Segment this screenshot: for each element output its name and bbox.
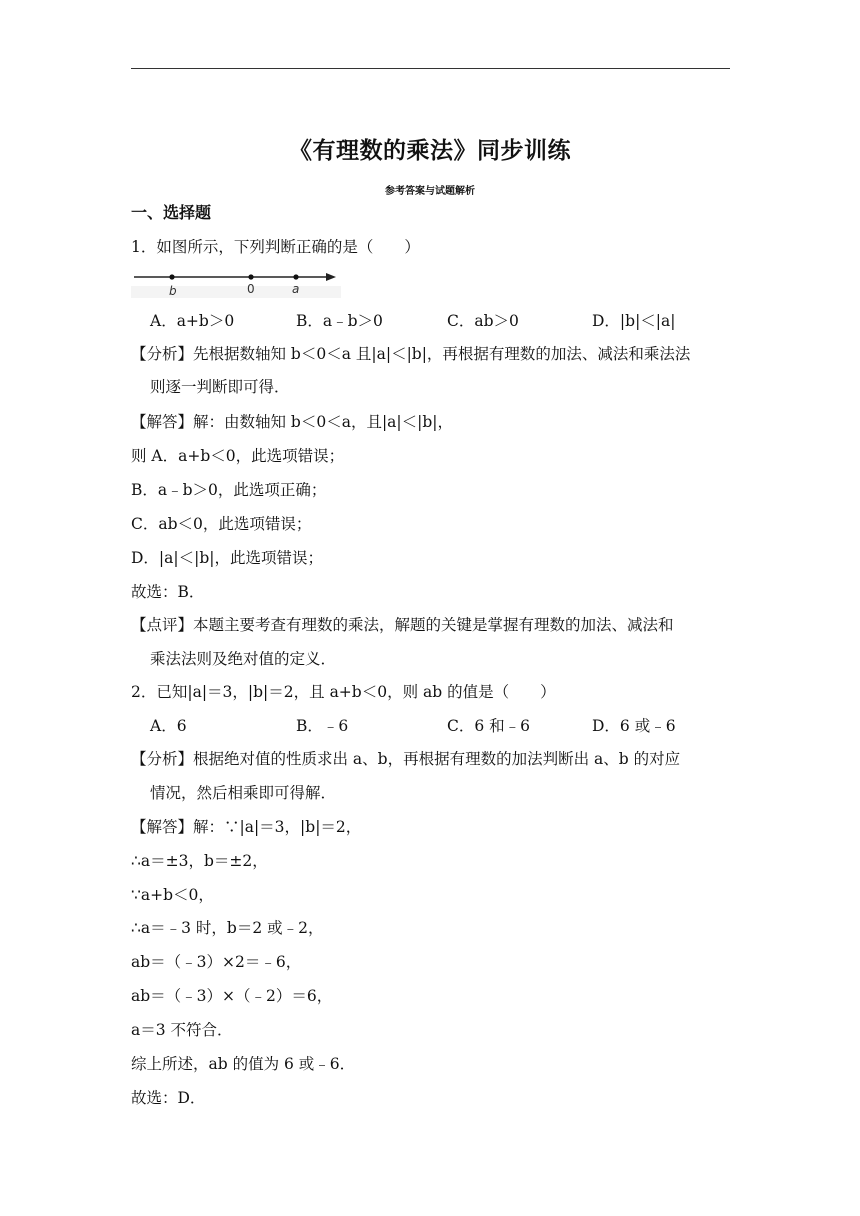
q1-analysis: 【分析】先根据数轴知 b＜0＜a 且|a|＜|b|，再根据有理数的加法、减法和乘法法 bbox=[131, 345, 691, 363]
q1-comment: 【点评】本题主要考查有理数的乘法，解题的关键是掌握有理数的加法、减法和 bbox=[131, 616, 674, 634]
q2-analysis-cont: 情况，然后相乘即可得解． bbox=[150, 784, 337, 802]
q1-answer: 故选：B． bbox=[131, 583, 205, 601]
q1-solution: 【解答】解：由数轴知 b＜0＜a，且|a|＜|b|， bbox=[131, 413, 454, 431]
q1-choice-c: C．ab＞0 bbox=[447, 312, 519, 330]
number-line-arrow bbox=[326, 273, 336, 281]
q2-step-2: ∵a+b＜0， bbox=[131, 886, 214, 904]
q1-choice-a: A．a+b＞0 bbox=[150, 312, 235, 330]
q2-choice-a: A．6 bbox=[150, 717, 187, 735]
page-subtitle: 参考答案与试题解析 bbox=[385, 186, 475, 197]
point-b bbox=[169, 274, 174, 279]
q2-step-3: ∴a＝﹣3 时，b＝2 或﹣2， bbox=[131, 919, 324, 937]
q2-choice-b: B．﹣6 bbox=[296, 717, 349, 735]
point-zero bbox=[248, 274, 253, 279]
q1-analysis-cont: 则逐一判断即可得． bbox=[150, 378, 290, 396]
q1-step-c: C．ab＜0，此选项错误； bbox=[131, 515, 312, 533]
q2-choice-d: D．6 或﹣6 bbox=[592, 717, 676, 735]
q2-answer: 故选：D． bbox=[131, 1089, 206, 1107]
section-heading: 一、选择题 bbox=[131, 203, 212, 222]
q2-step-4: ab＝（﹣3）×2＝﹣6， bbox=[131, 953, 302, 971]
figure-shadow bbox=[131, 286, 341, 298]
label-a: a bbox=[292, 282, 300, 296]
q2-conclusion: 综上所述，ab 的值为 6 或﹣6． bbox=[131, 1055, 356, 1073]
point-a bbox=[293, 274, 298, 279]
q2-step-5: ab＝（﹣3）×（﹣2）＝6， bbox=[131, 987, 333, 1005]
q1-step-a: 则 A．a+b＜0，此选项错误； bbox=[131, 447, 345, 465]
q1-step-d: D．|a|＜|b|，此选项错误； bbox=[131, 549, 323, 567]
q2-step-6: a＝3 不符合． bbox=[131, 1021, 233, 1039]
q1-step-b: B．a﹣b＞0，此选项正确； bbox=[131, 481, 327, 499]
header-rule bbox=[131, 68, 730, 69]
label-b: b bbox=[169, 284, 177, 298]
q2-stem: 2．已知|a|＝3，|b|＝2，且 a+b＜0，则 ab 的值是（ ） bbox=[131, 683, 556, 701]
q1-comment-cont: 乘法法则及绝对值的定义． bbox=[150, 650, 337, 668]
q2-solution: 【解答】解：∵|a|＝3，|b|＝2， bbox=[131, 818, 362, 836]
q1-choice-d: D．|b|＜|a| bbox=[592, 312, 676, 330]
page-title: 《有理数的乘法》同步训练 bbox=[289, 137, 571, 164]
q2-step-1: ∴a＝±3，b＝±2， bbox=[131, 852, 268, 870]
q1-choice-b: B．a﹣b＞0 bbox=[296, 312, 383, 330]
number-line-figure bbox=[131, 268, 341, 298]
label-zero: 0 bbox=[247, 282, 255, 296]
q2-choice-c: C．6 和﹣6 bbox=[447, 717, 531, 735]
q1-stem: 1．如图所示，下列判断正确的是（ ） bbox=[131, 238, 420, 256]
q2-analysis: 【分析】根据绝对值的性质求出 a、b，再根据有理数的加法判断出 a、b 的对应 bbox=[131, 750, 681, 768]
